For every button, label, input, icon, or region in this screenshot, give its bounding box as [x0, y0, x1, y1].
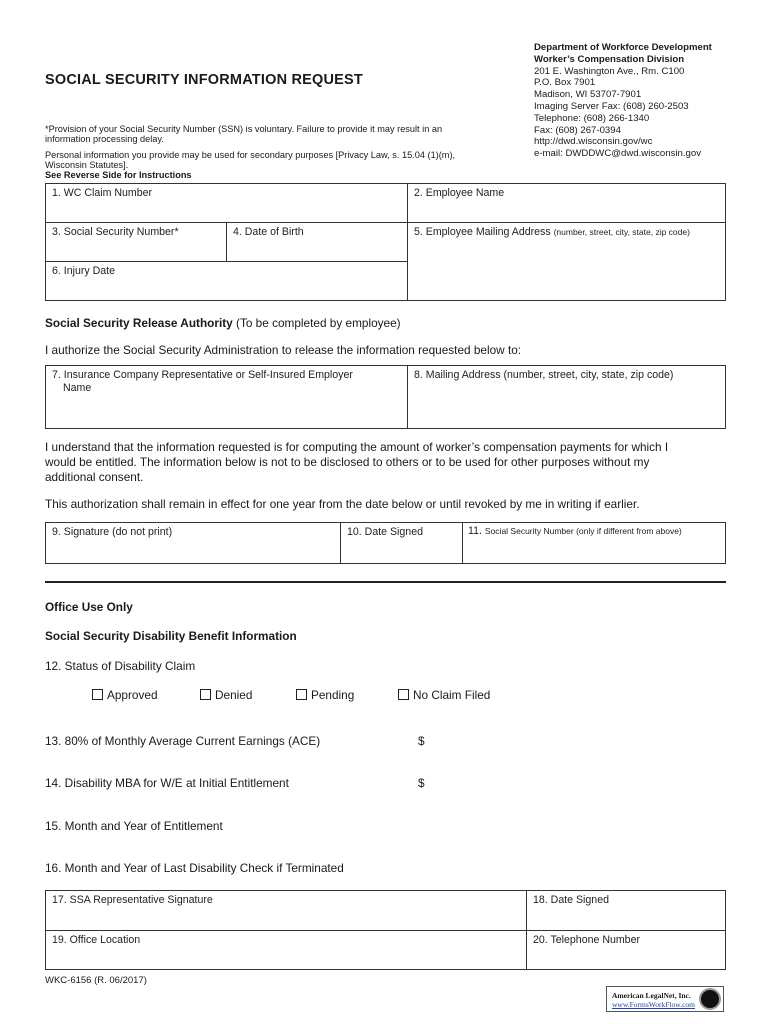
f7-line1: 7. Insurance Company Representative or Self-Insured Employer — [52, 369, 353, 381]
form-id: WKC-6156 (R. 06/2017) — [45, 975, 147, 986]
ace-dollar-field[interactable]: $ — [418, 734, 425, 748]
division-name: Worker’s Compensation Division — [534, 53, 685, 65]
date-signed-label: 10. Date Signed — [347, 526, 423, 538]
publisher-logo — [606, 986, 724, 1012]
mba-question: 14. Disability MBA for W/E at Initial Entitlement — [45, 776, 289, 790]
injury-date-field[interactable] — [45, 261, 408, 301]
injury-date-label: 6. Injury Date — [52, 265, 116, 277]
employee-name-label: 2. Employee Name — [414, 187, 505, 199]
imaging-fax: Imaging Server Fax: (608) 260-2503 — [534, 100, 689, 112]
publisher-link[interactable]: www.FormsWorkFlow.com — [612, 1000, 696, 1009]
date-signed-field[interactable] — [340, 522, 463, 564]
po-box: P.O. Box 7901 — [534, 77, 596, 89]
understand-line3: additional consent. — [45, 470, 144, 484]
office-location-field[interactable] — [45, 930, 527, 970]
ssa-signature-label: 17. SSA Representative Signature — [52, 894, 213, 906]
page-title: SOCIAL SECURITY INFORMATION REQUEST — [45, 72, 363, 88]
pending-label: Pending — [311, 688, 355, 702]
ssn-notice-line2: information processing delay. — [45, 134, 164, 144]
release-authority-heading — [45, 316, 725, 331]
mba-dollar-field[interactable]: $ — [418, 776, 425, 790]
wc-claim-number-label: 1. WC Claim Number — [52, 187, 153, 199]
publisher-name: American LegalNet, Inc. — [612, 991, 691, 1000]
office-use-heading: Office Use Only — [45, 600, 133, 614]
insurance-representative-label — [52, 369, 353, 395]
alt-ssn-field[interactable] — [462, 522, 726, 564]
address-line: 201 E. Washington Ave., Rm. C100 — [534, 65, 685, 77]
no-claim-filed-checkbox[interactable] — [398, 689, 409, 700]
telephone-number-label: 20. Telephone Number — [533, 934, 640, 946]
logo-icon — [699, 988, 721, 1010]
f11-num: 11. — [468, 525, 482, 537]
telephone: Telephone: (608) 266-1340 — [534, 112, 650, 124]
ssa-date-signed-label: 18. Date Signed — [533, 894, 609, 906]
website-link[interactable]: http://dwd.wisconsin.gov/wc — [534, 136, 653, 148]
date-of-birth-field[interactable] — [226, 222, 408, 262]
insurance-representative-field[interactable] — [45, 365, 408, 429]
pending-checkbox[interactable] — [296, 689, 307, 700]
mailing-address-label: 8. Mailing Address (number, street, city, state, zip code) — [414, 369, 674, 381]
signature-field[interactable] — [45, 522, 341, 564]
f7-line2: Name — [63, 382, 92, 394]
instructions-note: See Reverse Side for Instructions — [45, 170, 192, 180]
f5-sub: (number, street, city, state, zip code) — [553, 227, 690, 237]
telephone-number-field[interactable] — [526, 930, 726, 970]
release-authority-title: Social Security Release Authority — [45, 316, 233, 330]
ssn-field[interactable] — [45, 222, 227, 262]
privacy-notice-line1: Personal information you provide may be used for secondary purposes [Privacy Law, s. 15.04 (1)(m), — [45, 150, 456, 160]
section-divider — [45, 581, 726, 583]
approved-label: Approved — [107, 688, 158, 702]
authorize-statement: I authorize the Social Security Administration to release the information requested below to: — [45, 343, 522, 357]
employee-mailing-address-field[interactable] — [407, 222, 726, 301]
dept-name: Department of Workforce Development — [534, 42, 712, 53]
employee-mailing-address-label — [414, 226, 690, 239]
office-location-label: 19. Office Location — [52, 934, 141, 946]
denied-checkbox[interactable] — [200, 689, 211, 700]
fax: Fax: (608) 267-0394 — [534, 124, 621, 136]
denied-label: Denied — [215, 688, 253, 702]
ssn-notice — [45, 124, 515, 144]
privacy-notice-line2: Wisconsin Statutes]. — [45, 160, 129, 170]
disability-benefit-heading: Social Security Disability Benefit Information — [45, 629, 297, 643]
date-of-birth-label: 4. Date of Birth — [233, 226, 304, 238]
no-claim-filed-label: No Claim Filed — [413, 688, 491, 702]
release-authority-note: (To be completed by employee) — [232, 316, 401, 330]
ssa-date-signed-field[interactable] — [526, 890, 726, 931]
authorization-duration: This authorization shall remain in effect for one year from the date below or until revoked by me in writing if earlier. — [45, 497, 640, 511]
alt-ssn-label — [468, 525, 682, 538]
understand-line1: I understand that the information requested is for computing the amount of worker’s compensation payments for which I — [45, 440, 669, 454]
understand-line2: would be entitled. The information below is not to be disclosed to others or to be used for other purposes without my — [45, 455, 650, 469]
privacy-notice — [45, 150, 515, 180]
ace-question: 13. 80% of Monthly Average Current Earnings (ACE) — [45, 734, 321, 748]
department-info — [534, 42, 712, 160]
f5-main: 5. Employee Mailing Address — [414, 226, 551, 238]
wc-claim-number-field[interactable] — [45, 183, 408, 223]
signature-label: 9. Signature (do not print) — [52, 526, 173, 538]
approved-checkbox[interactable] — [92, 689, 103, 700]
understand-statement — [45, 440, 725, 485]
employee-name-field[interactable] — [407, 183, 726, 223]
ssn-label: 3. Social Security Number* — [52, 226, 179, 238]
disability-status-question: 12. Status of Disability Claim — [45, 659, 196, 673]
last-check-question: 16. Month and Year of Last Disability Check if Terminated — [45, 861, 344, 875]
ssa-signature-field[interactable] — [45, 890, 527, 931]
email-link[interactable]: e-mail: DWDDWC@dwd.wisconsin.gov — [534, 148, 702, 160]
ssn-notice-line1: *Provision of your Social Security Number (SSN) is voluntary. Failure to provide it may result in an — [45, 124, 443, 134]
entitlement-question: 15. Month and Year of Entitlement — [45, 819, 223, 833]
f11-text: Social Security Number (only if different from above) — [484, 526, 682, 536]
mailing-address-field[interactable] — [407, 365, 726, 429]
city-line: Madison, WI 53707-7901 — [534, 89, 642, 101]
